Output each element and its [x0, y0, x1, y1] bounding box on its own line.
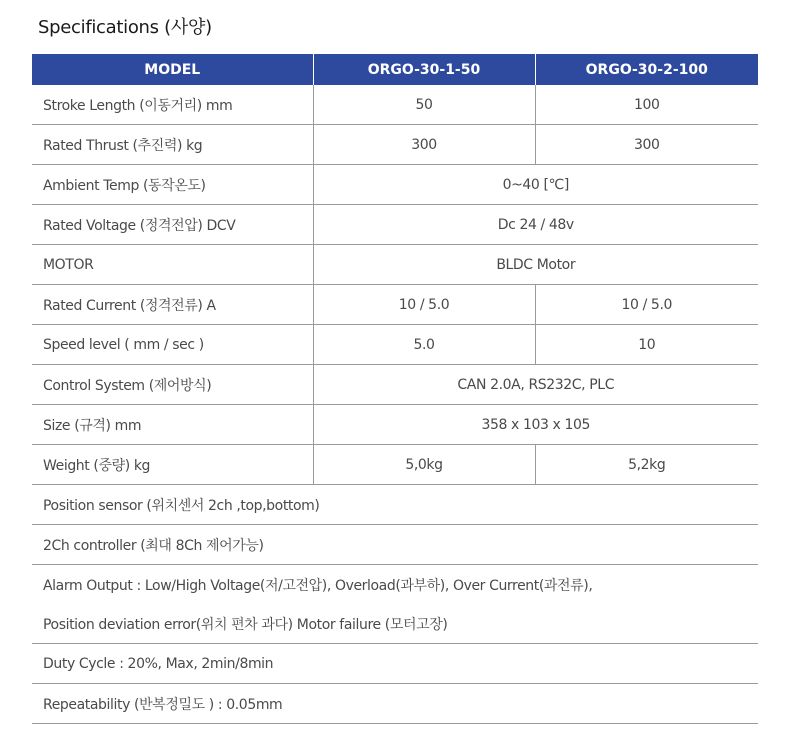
cell-value: 5,2kg: [535, 445, 758, 485]
cell-value: 10 / 5.0: [535, 285, 758, 325]
header-model: MODEL: [32, 54, 313, 85]
row-label: Rated Thrust (추진력) kg: [32, 125, 313, 165]
table-row: [32, 365, 758, 405]
table-row: [32, 285, 758, 325]
cell-value-merged: 358 x 103 x 105: [313, 405, 758, 445]
table-row: [32, 85, 758, 125]
note-duty-cycle: Duty Cycle : 20%, Max, 2min/8min: [32, 644, 758, 684]
note-alarm-output-continued: Position deviation error(위치 편차 과다) Motor failure (모터고장): [32, 604, 758, 644]
table-row: [32, 205, 758, 245]
cell-value: 10: [535, 325, 758, 365]
cell-value: 5.0: [313, 325, 535, 365]
header-model-2: ORGO-30-2-100: [535, 54, 758, 85]
row-label: Control System (제어방식): [32, 365, 313, 405]
note-row: [32, 604, 758, 644]
note-repeatability: Repeatability (반복정밀도 ) : 0.05mm: [32, 684, 758, 724]
table-row: [32, 245, 758, 285]
table-row: [32, 125, 758, 165]
cell-value: 5,0kg: [313, 445, 535, 485]
cell-value-merged: CAN 2.0A, RS232C, PLC: [313, 365, 758, 405]
note-row: [32, 644, 758, 684]
row-label: Size (규격) mm: [32, 405, 313, 445]
row-label: Ambient Temp (동작온도): [32, 165, 313, 205]
row-label: Weight (중량) kg: [32, 445, 313, 485]
row-label: Rated Current (정격전류) A: [32, 285, 313, 325]
table-row: [32, 405, 758, 445]
cell-value: 100: [535, 85, 758, 125]
row-label: Speed level ( mm / sec ): [32, 325, 313, 365]
table-row: [32, 445, 758, 485]
cell-value: 300: [313, 125, 535, 165]
table-row: [32, 325, 758, 365]
cell-value: 300: [535, 125, 758, 165]
page-title: Specifications (사양): [38, 17, 212, 38]
note-position-sensor: Position sensor (위치센서 2ch ,top,bottom): [32, 485, 758, 525]
note-controller: 2Ch controller (최대 8Ch 제어가능): [32, 525, 758, 565]
cell-value: 50: [313, 85, 535, 125]
note-row: [32, 525, 758, 565]
row-label: Stroke Length (이동거리) mm: [32, 85, 313, 125]
cell-value-merged: 0~40 [℃]: [313, 165, 758, 205]
note-row: [32, 565, 758, 605]
row-label: Rated Voltage (정격전압) DCV: [32, 205, 313, 245]
row-label: MOTOR: [32, 245, 313, 285]
cell-value-merged: Dc 24 / 48v: [313, 205, 758, 245]
note-row: [32, 485, 758, 525]
note-alarm-output: Alarm Output : Low/High Voltage(저/고전압), Overload(과부하), Over Current(과전류),: [43, 577, 593, 594]
table-row: [32, 165, 758, 205]
cell-value-merged: BLDC Motor: [313, 245, 758, 285]
specifications-table: [32, 54, 758, 724]
note-row: [32, 684, 758, 724]
table-header-row: [32, 54, 758, 85]
cell-value: 10 / 5.0: [313, 285, 535, 325]
header-model-1: ORGO-30-1-50: [313, 54, 535, 85]
